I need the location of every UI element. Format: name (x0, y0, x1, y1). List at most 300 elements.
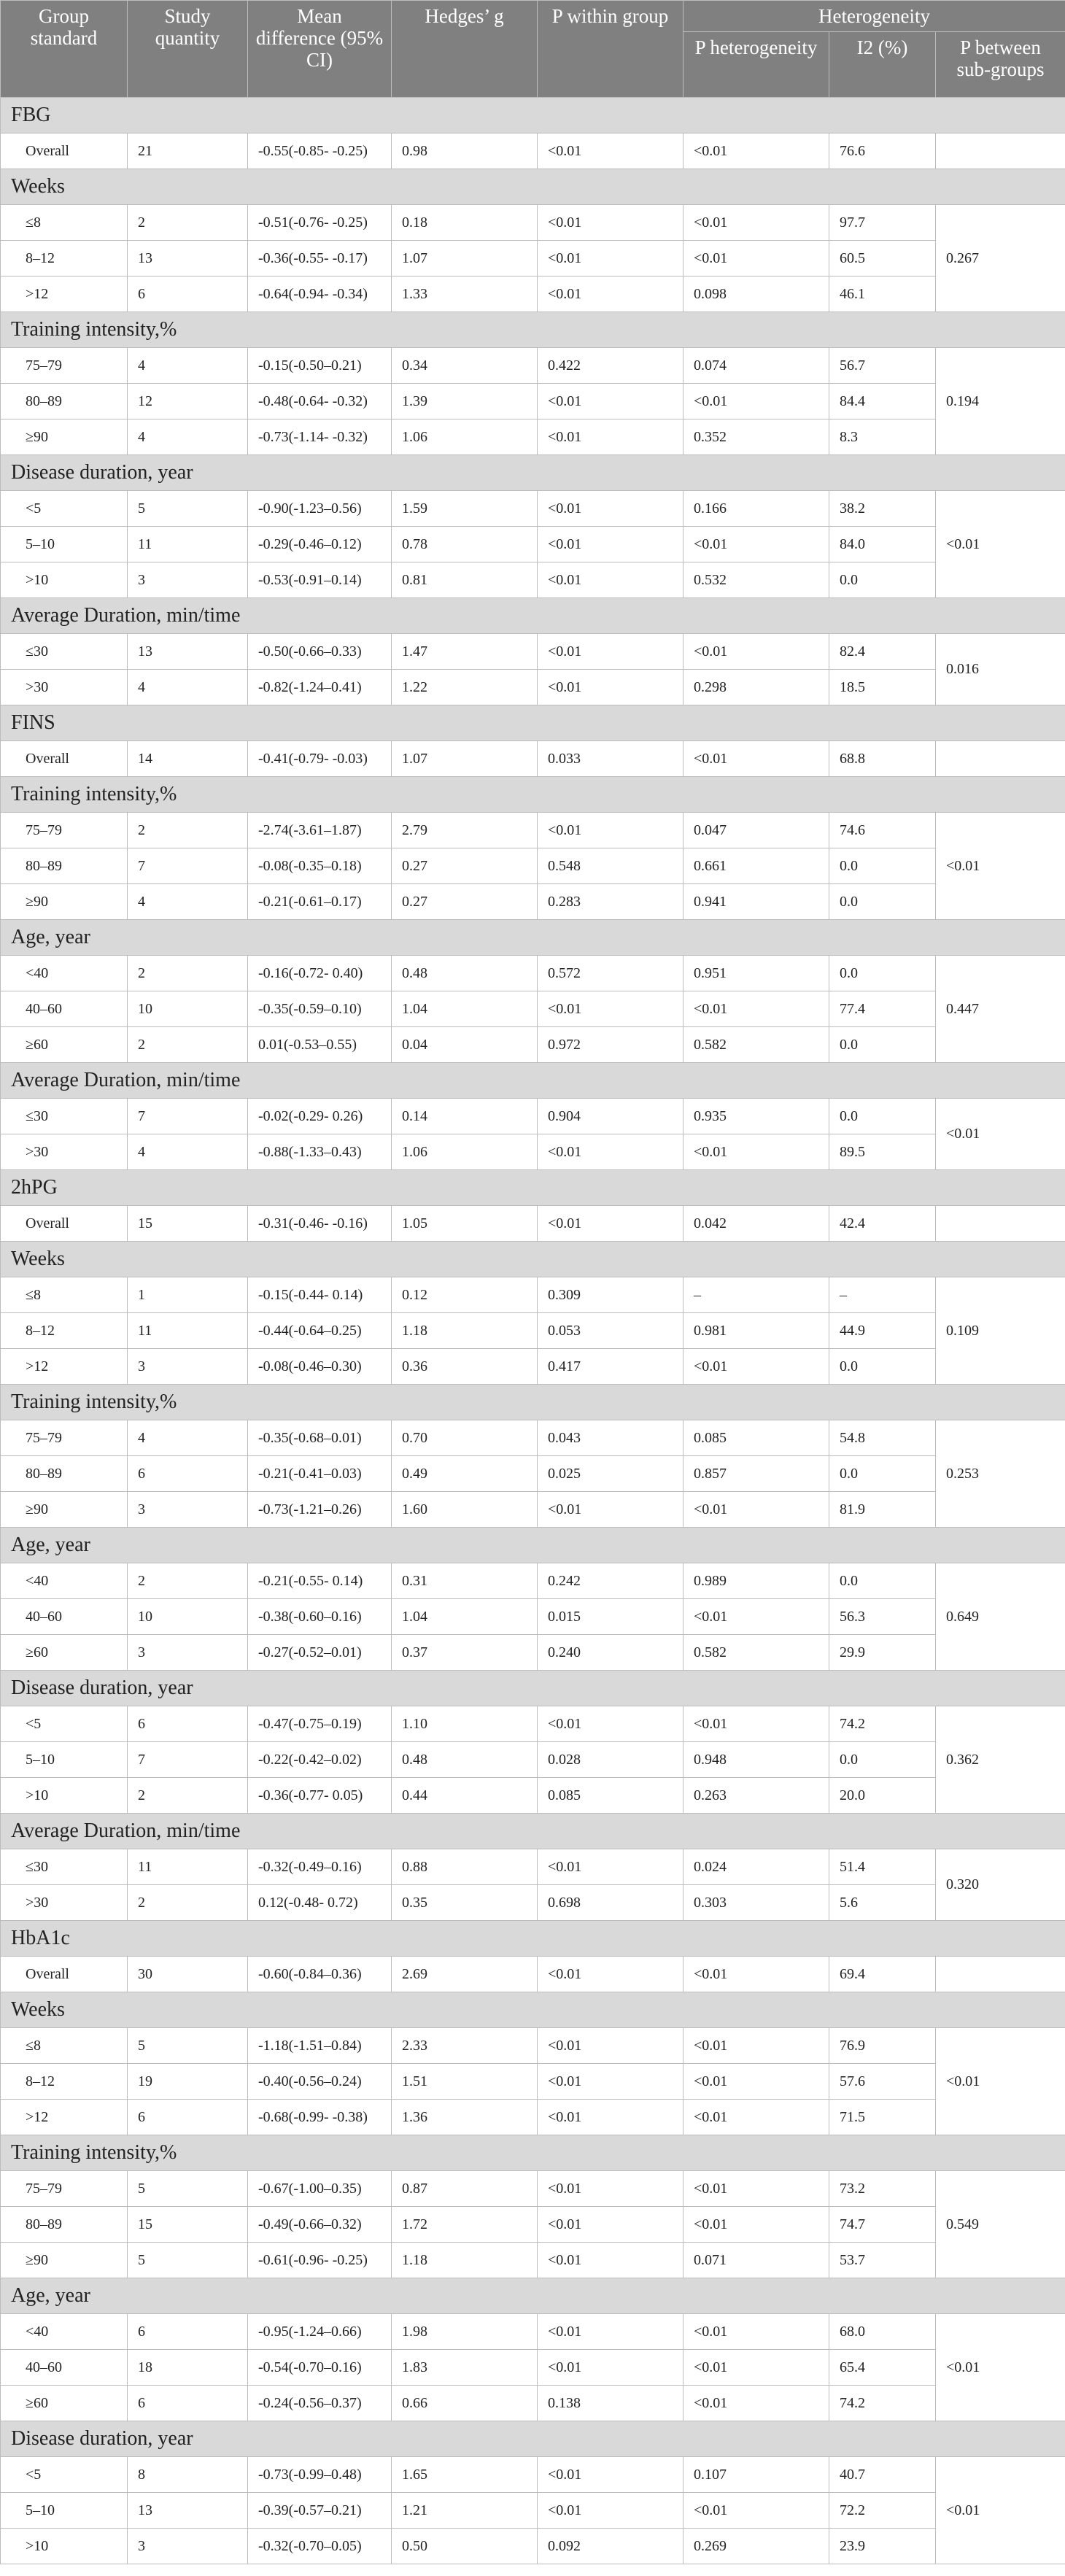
row-label-cell: >12 (1, 276, 128, 312)
hedges-g-cell: 1.83 (392, 2350, 538, 2386)
section-title: Age, year (1, 920, 1065, 956)
table-row (1, 419, 1065, 455)
p-heterogeneity-cell: <0.01 (683, 1957, 829, 1992)
p-heterogeneity-cell: <0.01 (683, 2207, 829, 2243)
p-within-cell: <0.01 (538, 134, 683, 169)
hedges-g-cell: 0.44 (392, 1778, 538, 1814)
table-row (1, 2100, 1065, 2135)
mean-difference-cell: 0.01(-0.53–0.55) (248, 1027, 392, 1063)
p-heterogeneity-cell: 0.098 (683, 276, 829, 312)
table-row (1, 956, 1065, 991)
section-title: HbA1c (1, 1921, 1065, 1957)
table-row (1, 1349, 1065, 1385)
row-label-cell: 5–10 (1, 2493, 128, 2529)
i2-cell: 5.6 (829, 1885, 936, 1921)
p-heterogeneity-cell: <0.01 (683, 134, 829, 169)
row-label-cell: ≤30 (1, 1099, 128, 1134)
i2-cell: 76.9 (829, 2028, 936, 2064)
p-heterogeneity-cell: 0.269 (683, 2529, 829, 2564)
section-title: FINS (1, 705, 1065, 741)
i2-cell: 82.4 (829, 634, 936, 670)
mean-difference-cell: -0.55(-0.85- -0.25) (248, 134, 392, 169)
row-label-cell: ≥90 (1, 1492, 128, 1528)
p-within-cell: 0.043 (538, 1420, 683, 1456)
table-row (1, 1313, 1065, 1349)
row-label-cell: 40–60 (1, 1599, 128, 1635)
hedges-g-cell: 1.06 (392, 419, 538, 455)
section-header-row (1, 1921, 1065, 1957)
p-between-subgroups-cell: <0.01 (936, 2028, 1065, 2135)
p-within-cell: 0.053 (538, 1313, 683, 1349)
row-label-cell: <5 (1, 491, 128, 527)
hedges-g-cell: 0.18 (392, 205, 538, 241)
p-within-cell: <0.01 (538, 2171, 683, 2207)
section-title: Age, year (1, 2278, 1065, 2314)
header-hedges-g: Hedges’ g (392, 1, 538, 98)
p-heterogeneity-cell: 0.948 (683, 1742, 829, 1778)
study-quantity-cell: 4 (128, 884, 248, 920)
i2-cell: 56.3 (829, 1599, 936, 1635)
section-title: Training intensity,% (1, 312, 1065, 348)
p-heterogeneity-cell: <0.01 (683, 1349, 829, 1385)
i2-cell: 44.9 (829, 1313, 936, 1349)
hedges-g-cell: 1.65 (392, 2457, 538, 2493)
hedges-g-cell: 0.49 (392, 1456, 538, 1492)
hedges-g-cell: 1.72 (392, 2207, 538, 2243)
study-quantity-cell: 7 (128, 1742, 248, 1778)
p-within-cell: 0.422 (538, 348, 683, 384)
mean-difference-cell: -0.47(-0.75–0.19) (248, 1706, 392, 1742)
mean-difference-cell: -0.32(-0.49–0.16) (248, 1849, 392, 1885)
p-heterogeneity-cell: <0.01 (683, 991, 829, 1027)
section-title: Training intensity,% (1, 1385, 1065, 1420)
i2-cell: 38.2 (829, 491, 936, 527)
p-within-cell: 0.548 (538, 848, 683, 884)
p-within-cell: <0.01 (538, 1957, 683, 1992)
table-row (1, 562, 1065, 598)
table-row (1, 2457, 1065, 2493)
hedges-g-cell: 0.34 (392, 348, 538, 384)
p-between-subgroups-cell: <0.01 (936, 813, 1065, 920)
hedges-g-cell: 1.51 (392, 2064, 538, 2100)
p-within-cell: 0.309 (538, 1277, 683, 1313)
table-row (1, 2243, 1065, 2278)
hedges-g-cell: 0.35 (392, 1885, 538, 1921)
study-quantity-cell: 3 (128, 1635, 248, 1671)
i2-cell: 0.0 (829, 848, 936, 884)
i2-cell: 74.2 (829, 2386, 936, 2421)
p-within-cell: 0.033 (538, 741, 683, 777)
i2-cell: 0.0 (829, 1742, 936, 1778)
hedges-g-cell: 1.21 (392, 2493, 538, 2529)
mean-difference-cell: -0.02(-0.29- 0.26) (248, 1099, 392, 1134)
p-between-subgroups-cell: 0.362 (936, 1706, 1065, 1814)
p-within-cell: <0.01 (538, 2493, 683, 2529)
hedges-g-cell: 1.18 (392, 2243, 538, 2278)
p-heterogeneity-cell: <0.01 (683, 2100, 829, 2135)
section-title: Weeks (1, 1992, 1065, 2028)
hedges-g-cell: 0.81 (392, 562, 538, 598)
mean-difference-cell: -0.73(-1.14- -0.32) (248, 419, 392, 455)
row-label-cell: Overall (1, 1206, 128, 1242)
row-label-cell: >12 (1, 1349, 128, 1385)
hedges-g-cell: 1.10 (392, 1706, 538, 1742)
section-header-row (1, 1063, 1065, 1099)
hedges-g-cell: 1.07 (392, 741, 538, 777)
i2-cell: 81.9 (829, 1492, 936, 1528)
row-label-cell: 75–79 (1, 2171, 128, 2207)
section-header-row (1, 1242, 1065, 1277)
i2-cell: 40.7 (829, 2457, 936, 2493)
p-between-subgroups-cell: <0.01 (936, 491, 1065, 598)
p-heterogeneity-cell: <0.01 (683, 2171, 829, 2207)
hedges-g-cell: 1.04 (392, 991, 538, 1027)
table-row (1, 491, 1065, 527)
section-header-row (1, 98, 1065, 134)
p-heterogeneity-cell: 0.857 (683, 1456, 829, 1492)
study-quantity-cell: 2 (128, 1778, 248, 1814)
p-heterogeneity-cell: <0.01 (683, 205, 829, 241)
study-quantity-cell: 2 (128, 205, 248, 241)
hedges-g-cell: 2.33 (392, 2028, 538, 2064)
table-row (1, 2386, 1065, 2421)
table-row (1, 2028, 1065, 2064)
i2-cell: 0.0 (829, 1349, 936, 1385)
mean-difference-cell: -0.54(-0.70–0.16) (248, 2350, 392, 2386)
section-title: Training intensity,% (1, 2135, 1065, 2171)
p-within-cell: 0.240 (538, 1635, 683, 1671)
row-label-cell: ≥60 (1, 1635, 128, 1671)
hedges-g-cell: 1.06 (392, 1134, 538, 1170)
p-within-cell: <0.01 (538, 2314, 683, 2350)
mean-difference-cell: -0.21(-0.41–0.03) (248, 1456, 392, 1492)
p-heterogeneity-cell: 0.085 (683, 1420, 829, 1456)
table-row (1, 2529, 1065, 2564)
p-heterogeneity-cell: <0.01 (683, 1492, 829, 1528)
p-heterogeneity-cell: 0.303 (683, 1885, 829, 1921)
row-label-cell: >30 (1, 670, 128, 705)
section-title: Weeks (1, 169, 1065, 205)
table-row (1, 1099, 1065, 1134)
row-label-cell: 40–60 (1, 991, 128, 1027)
mean-difference-cell: -0.61(-0.96- -0.25) (248, 2243, 392, 2278)
mean-difference-cell: -0.35(-0.68–0.01) (248, 1420, 392, 1456)
study-quantity-cell: 1 (128, 1277, 248, 1313)
hedges-g-cell: 0.12 (392, 1277, 538, 1313)
i2-cell: 84.4 (829, 384, 936, 419)
i2-cell: 56.7 (829, 348, 936, 384)
study-quantity-cell: 12 (128, 384, 248, 419)
mean-difference-cell: -0.36(-0.55- -0.17) (248, 241, 392, 276)
study-quantity-cell: 6 (128, 1456, 248, 1492)
mean-difference-cell: -0.51(-0.76- -0.25) (248, 205, 392, 241)
study-quantity-cell: 4 (128, 348, 248, 384)
table-row (1, 276, 1065, 312)
i2-cell: 60.5 (829, 241, 936, 276)
header-p-heterogeneity: P heterogeneity (683, 32, 829, 98)
section-header-row (1, 1671, 1065, 1706)
study-quantity-cell: 3 (128, 1492, 248, 1528)
row-label-cell: 8–12 (1, 1313, 128, 1349)
row-label-cell: ≥90 (1, 419, 128, 455)
table-row (1, 1706, 1065, 1742)
table-row (1, 1277, 1065, 1313)
p-within-cell: <0.01 (538, 1492, 683, 1528)
table-row (1, 2350, 1065, 2386)
p-between-subgroups-cell (936, 134, 1065, 169)
table-row (1, 1742, 1065, 1778)
p-heterogeneity-cell: <0.01 (683, 241, 829, 276)
p-within-cell: 0.092 (538, 2529, 683, 2564)
mean-difference-cell: -0.32(-0.70–0.05) (248, 2529, 392, 2564)
hedges-g-cell: 1.59 (392, 491, 538, 527)
row-label-cell: >12 (1, 2100, 128, 2135)
mean-difference-cell: -0.60(-0.84–0.36) (248, 1957, 392, 1992)
p-heterogeneity-cell: <0.01 (683, 384, 829, 419)
i2-cell: 68.8 (829, 741, 936, 777)
mean-difference-cell: -0.73(-0.99–0.48) (248, 2457, 392, 2493)
hedges-g-cell: 1.33 (392, 276, 538, 312)
i2-cell: – (829, 1277, 936, 1313)
i2-cell: 42.4 (829, 1206, 936, 1242)
hedges-g-cell: 0.36 (392, 1349, 538, 1385)
section-title: Average Duration, min/time (1, 1063, 1065, 1099)
i2-cell: 65.4 (829, 2350, 936, 2386)
p-within-cell: <0.01 (538, 2028, 683, 2064)
section-header-row (1, 920, 1065, 956)
p-within-cell: 0.417 (538, 1349, 683, 1385)
table-row (1, 1778, 1065, 1814)
row-label-cell: <5 (1, 2457, 128, 2493)
study-quantity-cell: 2 (128, 956, 248, 991)
row-label-cell: 80–89 (1, 848, 128, 884)
table-row (1, 2314, 1065, 2350)
p-within-cell: <0.01 (538, 2064, 683, 2100)
i2-cell: 74.2 (829, 1706, 936, 1742)
p-heterogeneity-cell: 0.935 (683, 1099, 829, 1134)
hedges-g-cell: 0.27 (392, 848, 538, 884)
row-label-cell: >10 (1, 2529, 128, 2564)
mean-difference-cell: 0.12(-0.48- 0.72) (248, 1885, 392, 1921)
p-heterogeneity-cell: <0.01 (683, 2314, 829, 2350)
p-heterogeneity-cell: <0.01 (683, 1599, 829, 1635)
p-between-subgroups-cell: <0.01 (936, 2314, 1065, 2421)
section-title: Disease duration, year (1, 2421, 1065, 2457)
study-quantity-cell: 5 (128, 2243, 248, 2278)
row-label-cell: 40–60 (1, 2350, 128, 2386)
p-within-cell: <0.01 (538, 2350, 683, 2386)
row-label-cell: <40 (1, 1563, 128, 1599)
section-title: 2hPG (1, 1170, 1065, 1206)
section-header-row (1, 312, 1065, 348)
mean-difference-cell: -0.88(-1.33–0.43) (248, 1134, 392, 1170)
p-between-subgroups-cell (936, 1206, 1065, 1242)
study-quantity-cell: 4 (128, 670, 248, 705)
p-within-cell: 0.015 (538, 1599, 683, 1635)
mean-difference-cell: -0.08(-0.46–0.30) (248, 1349, 392, 1385)
p-between-subgroups-cell (936, 741, 1065, 777)
p-within-cell: <0.01 (538, 491, 683, 527)
row-label-cell: <40 (1, 956, 128, 991)
mean-difference-cell: -0.67(-1.00–0.35) (248, 2171, 392, 2207)
p-within-cell: 0.242 (538, 1563, 683, 1599)
study-quantity-cell: 7 (128, 1099, 248, 1134)
hedges-g-cell: 1.22 (392, 670, 538, 705)
p-within-cell: <0.01 (538, 2207, 683, 2243)
study-quantity-cell: 5 (128, 2171, 248, 2207)
p-within-cell: 0.028 (538, 1742, 683, 1778)
i2-cell: 72.2 (829, 2493, 936, 2529)
i2-cell: 0.0 (829, 884, 936, 920)
mean-difference-cell: -0.64(-0.94- -0.34) (248, 276, 392, 312)
header-p-within-group: P within group (538, 1, 683, 98)
table-row (1, 634, 1065, 670)
mean-difference-cell: -0.82(-1.24–0.41) (248, 670, 392, 705)
table-row (1, 527, 1065, 562)
p-heterogeneity-cell: 0.951 (683, 956, 829, 991)
p-between-subgroups-cell: 0.253 (936, 1420, 1065, 1528)
mean-difference-cell: -0.35(-0.59–0.10) (248, 991, 392, 1027)
mean-difference-cell: -0.31(-0.46- -0.16) (248, 1206, 392, 1242)
mean-difference-cell: -0.40(-0.56–0.24) (248, 2064, 392, 2100)
table-row (1, 2064, 1065, 2100)
row-label-cell: 8–12 (1, 241, 128, 276)
section-title: Average Duration, min/time (1, 1814, 1065, 1849)
table-row (1, 813, 1065, 848)
study-quantity-cell: 5 (128, 491, 248, 527)
p-within-cell: <0.01 (538, 205, 683, 241)
p-within-cell: <0.01 (538, 1206, 683, 1242)
section-header-row (1, 455, 1065, 491)
p-heterogeneity-cell: <0.01 (683, 527, 829, 562)
mean-difference-cell: -0.21(-0.61–0.17) (248, 884, 392, 920)
study-quantity-cell: 30 (128, 1957, 248, 1992)
mean-difference-cell: -0.27(-0.52–0.01) (248, 1635, 392, 1671)
study-quantity-cell: 11 (128, 527, 248, 562)
i2-cell: 53.7 (829, 2243, 936, 2278)
mean-difference-cell: -0.49(-0.66–0.32) (248, 2207, 392, 2243)
table-row (1, 670, 1065, 705)
p-between-subgroups-cell: 0.320 (936, 1849, 1065, 1921)
mean-difference-cell: -0.08(-0.35–0.18) (248, 848, 392, 884)
p-heterogeneity-cell: 0.532 (683, 562, 829, 598)
hedges-g-cell: 1.18 (392, 1313, 538, 1349)
hedges-g-cell: 0.70 (392, 1420, 538, 1456)
hedges-g-cell: 2.79 (392, 813, 538, 848)
p-within-cell: <0.01 (538, 276, 683, 312)
p-heterogeneity-cell: 0.024 (683, 1849, 829, 1885)
table-row (1, 384, 1065, 419)
section-header-row (1, 2135, 1065, 2171)
hedges-g-cell: 0.98 (392, 134, 538, 169)
p-within-cell: <0.01 (538, 527, 683, 562)
section-title: Age, year (1, 1528, 1065, 1563)
i2-cell: 0.0 (829, 1563, 936, 1599)
p-between-subgroups-cell (936, 1957, 1065, 1992)
mean-difference-cell: -0.41(-0.79- -0.03) (248, 741, 392, 777)
hedges-g-cell: 1.47 (392, 634, 538, 670)
i2-cell: 46.1 (829, 276, 936, 312)
mean-difference-cell: -0.48(-0.64- -0.32) (248, 384, 392, 419)
i2-cell: 89.5 (829, 1134, 936, 1170)
p-heterogeneity-cell: 0.166 (683, 491, 829, 527)
p-heterogeneity-cell: <0.01 (683, 2386, 829, 2421)
i2-cell: 23.9 (829, 2529, 936, 2564)
table-row (1, 2493, 1065, 2529)
i2-cell: 0.0 (829, 562, 936, 598)
study-quantity-cell: 15 (128, 1206, 248, 1242)
table-row (1, 1420, 1065, 1456)
row-label-cell: ≤8 (1, 2028, 128, 2064)
i2-cell: 68.0 (829, 2314, 936, 2350)
section-header-row (1, 1528, 1065, 1563)
table-row (1, 2171, 1065, 2207)
table-row (1, 884, 1065, 920)
row-label-cell: Overall (1, 1957, 128, 1992)
row-label-cell: 8–12 (1, 2064, 128, 2100)
hedges-g-cell: 0.87 (392, 2171, 538, 2207)
table-row (1, 1885, 1065, 1921)
table-row (1, 1957, 1065, 1992)
section-title: Weeks (1, 1242, 1065, 1277)
section-header-row (1, 777, 1065, 813)
p-within-cell: 0.025 (538, 1456, 683, 1492)
section-header-row (1, 1992, 1065, 2028)
table-row (1, 241, 1065, 276)
study-quantity-cell: 4 (128, 1134, 248, 1170)
study-quantity-cell: 4 (128, 1420, 248, 1456)
mean-difference-cell: -0.53(-0.91–0.14) (248, 562, 392, 598)
hedges-g-cell: 0.88 (392, 1849, 538, 1885)
table-row (1, 1563, 1065, 1599)
mean-difference-cell: -0.38(-0.60–0.16) (248, 1599, 392, 1635)
study-quantity-cell: 21 (128, 134, 248, 169)
study-quantity-cell: 5 (128, 2028, 248, 2064)
p-heterogeneity-cell: 0.042 (683, 1206, 829, 1242)
study-quantity-cell: 11 (128, 1849, 248, 1885)
p-within-cell: <0.01 (538, 1849, 683, 1885)
study-quantity-cell: 15 (128, 2207, 248, 2243)
p-within-cell: 0.138 (538, 2386, 683, 2421)
study-quantity-cell: 3 (128, 562, 248, 598)
study-quantity-cell: 6 (128, 2314, 248, 2350)
table-row (1, 1492, 1065, 1528)
p-heterogeneity-cell: 0.107 (683, 2457, 829, 2493)
table-header (1, 1, 1065, 98)
p-heterogeneity-cell: 0.352 (683, 419, 829, 455)
row-label-cell: 80–89 (1, 384, 128, 419)
p-heterogeneity-cell: 0.989 (683, 1563, 829, 1599)
p-heterogeneity-cell: 0.941 (683, 884, 829, 920)
header-mean-difference: Mean difference (95% CI) (248, 1, 392, 98)
hedges-g-cell: 0.48 (392, 1742, 538, 1778)
table-row (1, 1134, 1065, 1170)
row-label-cell: ≤8 (1, 205, 128, 241)
p-heterogeneity-cell: 0.981 (683, 1313, 829, 1349)
p-within-cell: <0.01 (538, 384, 683, 419)
study-quantity-cell: 18 (128, 2350, 248, 2386)
i2-cell: 77.4 (829, 991, 936, 1027)
hedges-g-cell: 0.48 (392, 956, 538, 991)
table-row (1, 1206, 1065, 1242)
i2-cell: 18.5 (829, 670, 936, 705)
p-within-cell: <0.01 (538, 634, 683, 670)
table-body (1, 98, 1065, 2564)
p-within-cell: <0.01 (538, 991, 683, 1027)
study-quantity-cell: 11 (128, 1313, 248, 1349)
p-between-subgroups-cell: 0.649 (936, 1563, 1065, 1671)
i2-cell: 54.8 (829, 1420, 936, 1456)
